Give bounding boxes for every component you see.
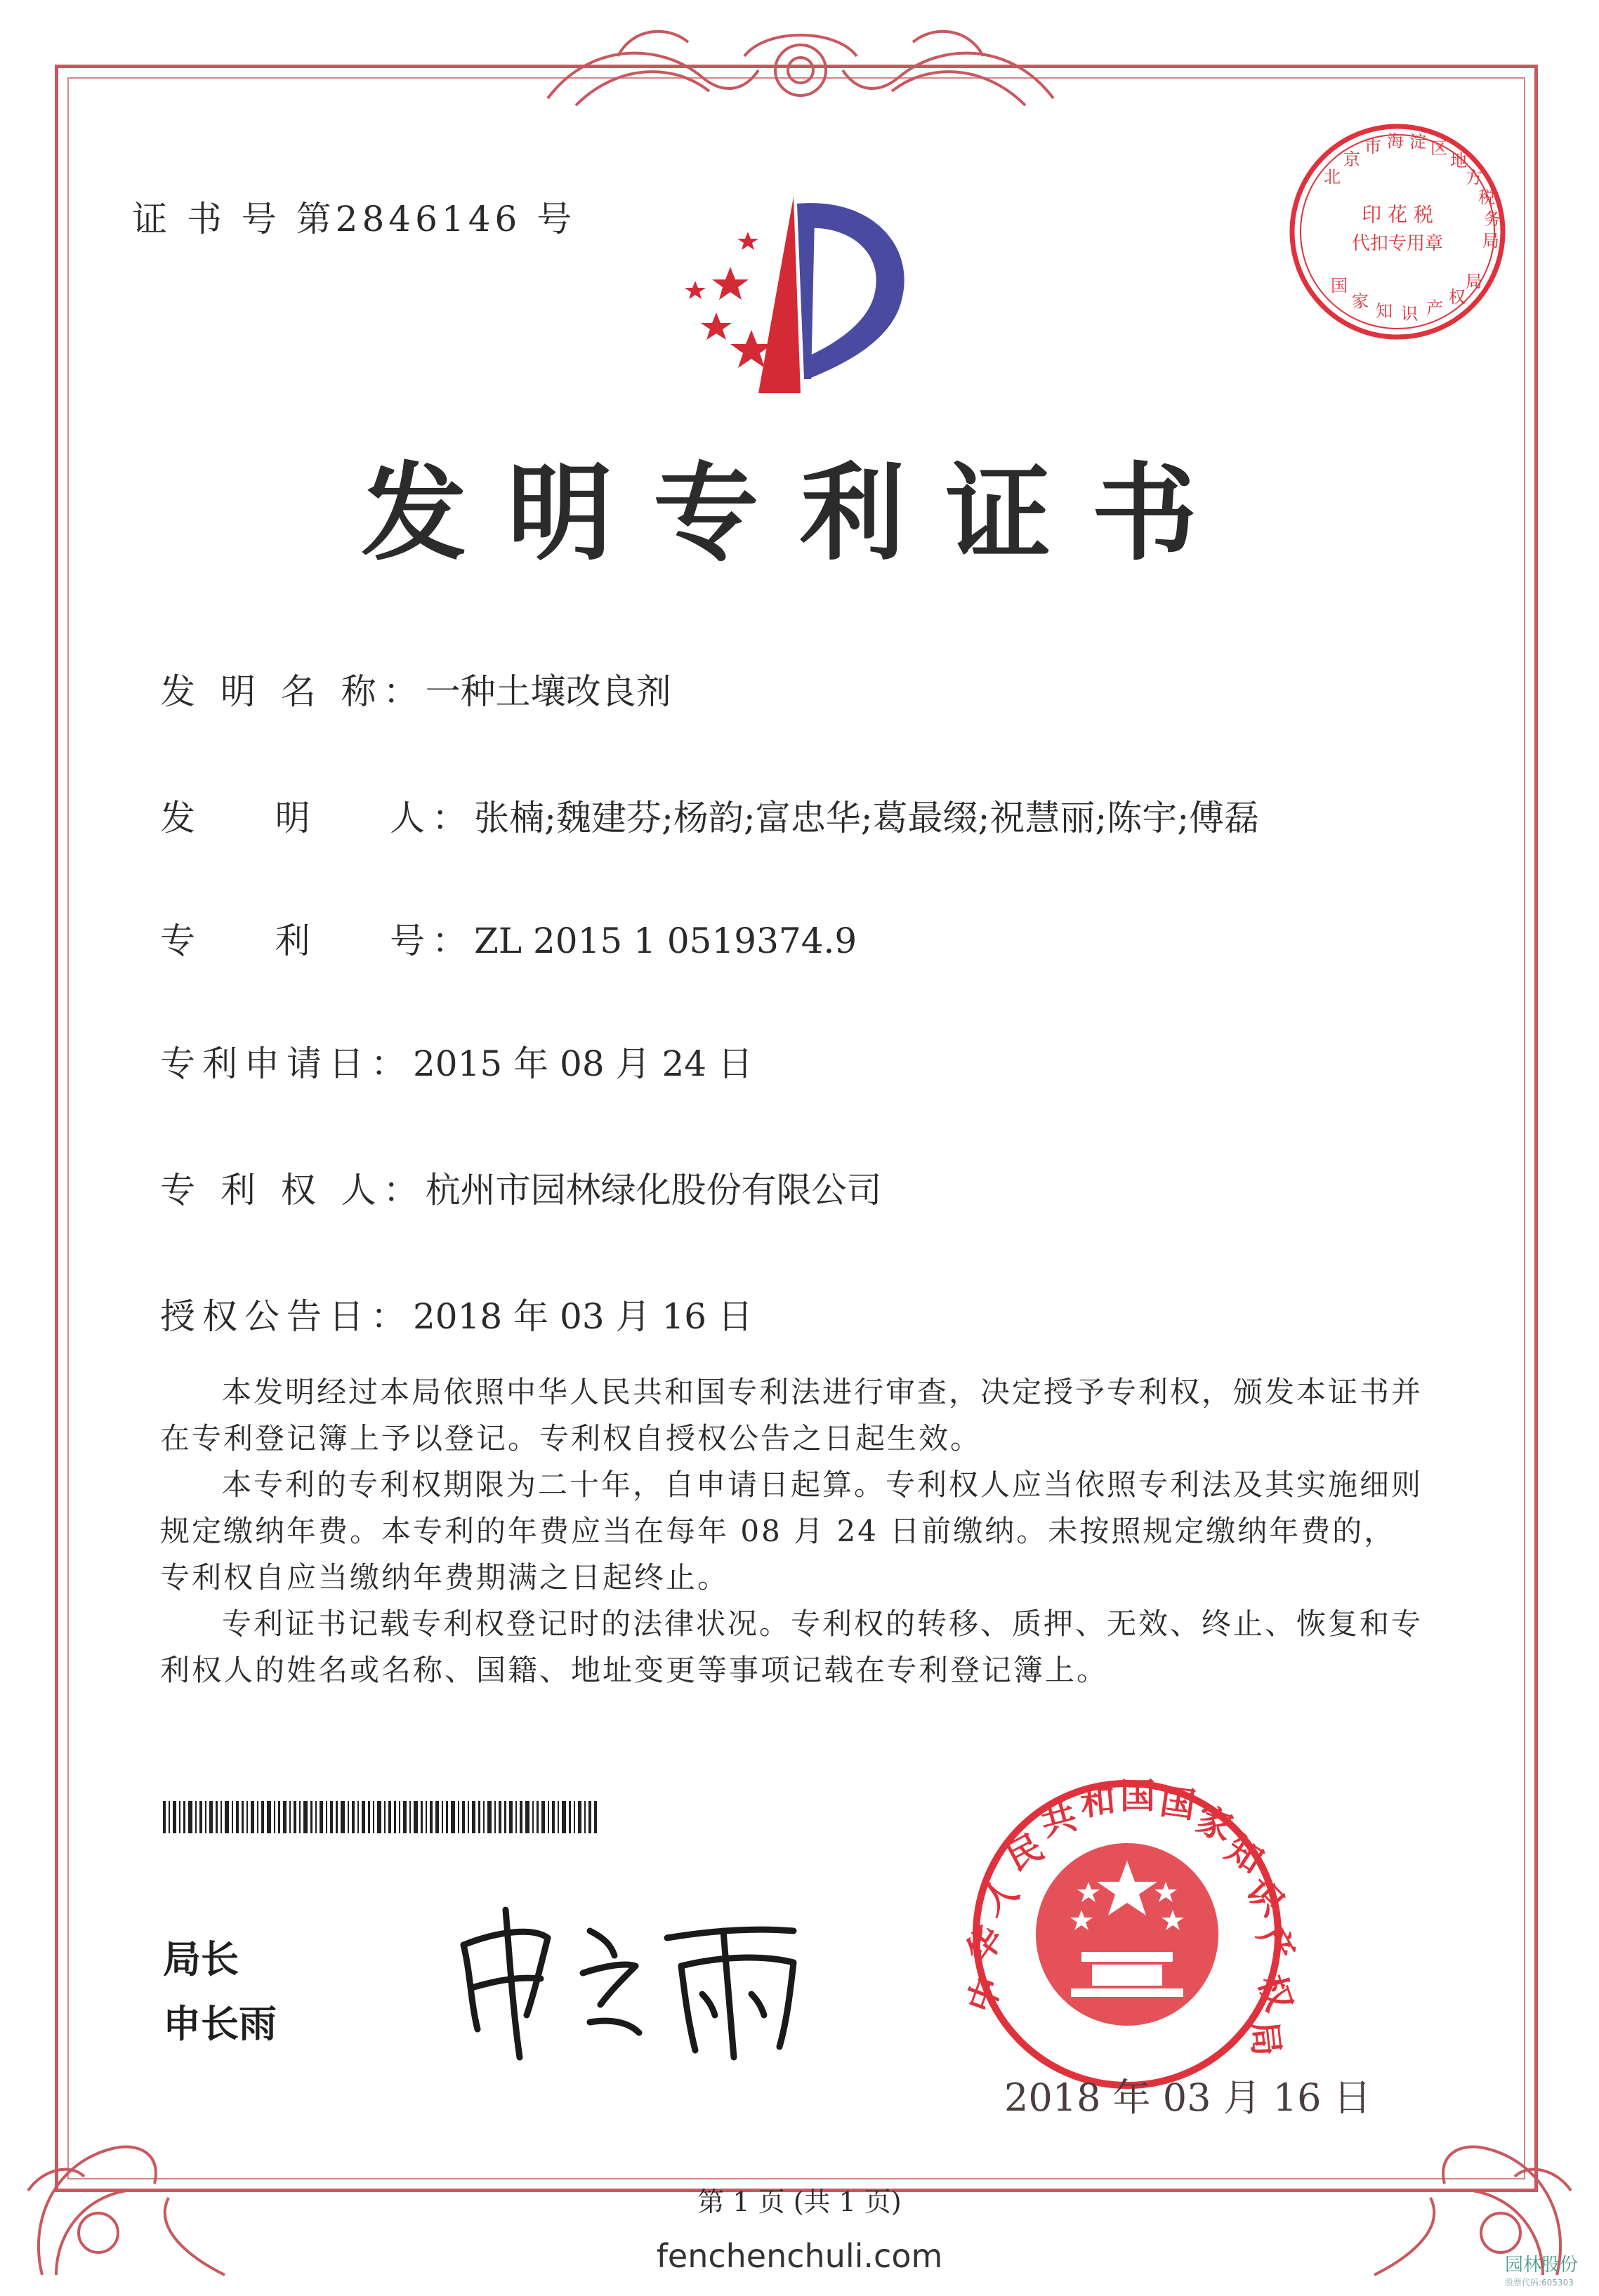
svg-text:华: 华 [957, 1918, 1012, 1971]
svg-text:国: 国 [1157, 1780, 1199, 1826]
field-label: 发 明 名 称： [160, 671, 426, 712]
field-label: 授权公告日： [160, 1296, 413, 1337]
field-label: 发 明 人： [160, 798, 475, 838]
field-invention-name [160, 664, 671, 714]
website-watermark: fenchenchuli.com [656, 2237, 943, 2275]
field-inventors [160, 790, 1259, 840]
svg-text:区: 区 [1430, 138, 1447, 158]
corner-logo-code: 股票代码:605303 [1504, 2278, 1574, 2288]
svg-text:京: 京 [1343, 150, 1360, 169]
paragraph-grant: 本发明经过本局依照中华人民共和国专利法进行审查，决定授予专利权，颁发本证书并在专利登记簿上予以登记。专利权自授权公告之日起生效。 [160, 1375, 1423, 1456]
svg-text:共: 共 [1036, 1795, 1081, 1845]
certificate-number: 证 书 号 第2846146 号 [132, 199, 577, 239]
svg-text:务: 务 [1484, 209, 1501, 229]
field-patent-number [160, 913, 857, 963]
svg-text:权: 权 [1449, 287, 1466, 307]
office-seal-icon [957, 1775, 1303, 2092]
paragraph-term: 本专利的专利权期限为二十年，自申请日起算。专利权人应当依照专利法及其实施细则规定缴纳年费。本专利的年费应当在每年 08 月 24 日前缴纳。未按照规定缴纳年费的，专利权自应当缴纳年费期满之日起终止。 [160, 1467, 1423, 1595]
svg-text:印 花 税: 印 花 税 [1362, 203, 1433, 226]
field-label: 专利申请日： [160, 1043, 413, 1084]
paragraph-legal-status: 专利证书记载专利权登记时的法律状况。专利权的转移、质押、无效、终止、恢复和专利权人的姓名或名称、国籍、地址变更等事项记载在专利登记簿上。 [160, 1606, 1423, 1687]
field-patentee [160, 1162, 882, 1213]
field-value: 一种土壤改良剂 [425, 671, 671, 712]
svg-text:局: 局 [1482, 231, 1499, 251]
field-label: 专 利 权 人： [160, 1170, 426, 1210]
svg-text:国: 国 [1331, 276, 1348, 296]
svg-text:海: 海 [1387, 131, 1404, 151]
svg-text:局: 局 [1466, 272, 1482, 291]
svg-text:知: 知 [1376, 301, 1393, 321]
svg-text:地: 地 [1450, 151, 1467, 171]
svg-text:家: 家 [1352, 291, 1369, 311]
svg-text:产: 产 [1249, 1918, 1303, 1970]
svg-text:税: 税 [1478, 187, 1495, 207]
svg-text:中: 中 [959, 1970, 1011, 2019]
svg-text:和: 和 [1078, 1779, 1117, 1823]
corner-logo-name: 园林股份 [1504, 2255, 1578, 2276]
field-grant-date [160, 1288, 753, 1339]
svg-text:国: 国 [1120, 1775, 1155, 1816]
certificate-body [160, 1369, 1424, 1694]
svg-text:方: 方 [1466, 168, 1482, 187]
field-value: 张楠;魏建芬;杨韵;富忠华;葛最缀;祝慧丽;陈宇;傅磊 [474, 798, 1260, 838]
field-application-date [160, 1036, 753, 1086]
field-value: 2018 年 03 月 16 日 [413, 1296, 753, 1337]
seal-date: 2018 年 03 月 16 日 [1004, 2076, 1371, 2120]
svg-text:民: 民 [999, 1826, 1050, 1879]
svg-text:识: 识 [1238, 1869, 1293, 1924]
svg-text:局: 局 [1243, 2019, 1288, 2058]
svg-text:权: 权 [1250, 1970, 1301, 2017]
svg-text:识: 识 [1401, 304, 1418, 324]
patent-office-logo-icon [667, 190, 934, 400]
svg-text:知: 知 [1218, 1827, 1271, 1882]
field-value: ZL 2015 1 0519374.9 [474, 921, 857, 961]
svg-text:北: 北 [1324, 167, 1341, 187]
svg-text:代扣专用章: 代扣专用章 [1351, 233, 1444, 254]
page-number: 第 1 页 (共 1 页) [697, 2186, 902, 2217]
field-value: 2015 年 08 月 24 日 [413, 1043, 753, 1084]
tax-stamp-icon [1282, 116, 1513, 348]
svg-text:家: 家 [1190, 1797, 1239, 1849]
certificate-title: 发明专利证书 [361, 451, 1238, 575]
director-title: 局长 [163, 1937, 239, 1981]
corner-company-logo [1505, 2250, 1578, 2288]
director-name: 申长雨 [163, 2002, 277, 2046]
field-label: 专 利 号： [160, 921, 475, 961]
barcode-icon [163, 1801, 598, 1833]
svg-text:产: 产 [1426, 298, 1443, 318]
field-value: 杭州市园林绿化股份有限公司 [425, 1170, 882, 1210]
svg-text:市: 市 [1364, 137, 1381, 157]
svg-text:淀: 淀 [1409, 132, 1426, 152]
director-signature-icon [442, 1889, 836, 2071]
svg-text:人: 人 [972, 1868, 1027, 1924]
top-ornament-icon [534, 14, 1067, 119]
